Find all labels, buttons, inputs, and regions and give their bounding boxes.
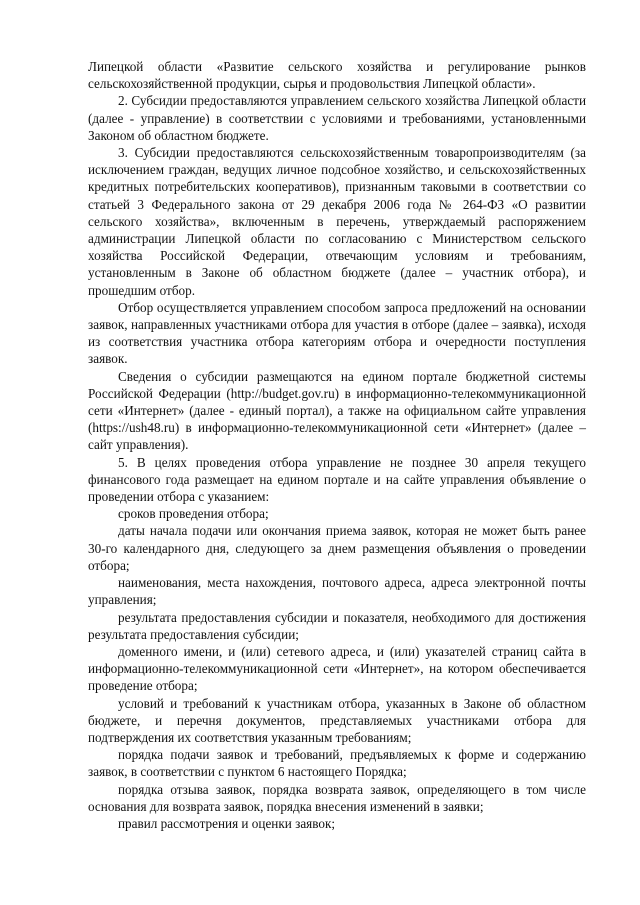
list-item: условий и требований к участникам отбора, указанных в Законе об областном бюджете, и перечня документов, представляемых участниками отбора для подтверждения их соответствия указанным требованиям; bbox=[88, 695, 586, 745]
list-item: порядка подачи заявок и требований, предъявляемых к форме и содержанию заявок, в соответствии с пунктом 6 настоящего Порядка; bbox=[88, 747, 586, 780]
paragraph-subsidy-info: Сведения о субсидии размещаются на едином портале бюджетной системы Российской Федерации (http://budget.gov.ru) в информационно-телекоммуникационной сети «Интернет» (далее - единый портал), а также на официальном сайте управления (https://ush48.ru) в информационно-телекоммуникационной сети «Интернет» (далее – сайт управления). bbox=[88, 368, 586, 453]
paragraph-2: 2. Субсидии предоставляются управлением сельского хозяйства Липецкой области (далее - управление) в соответствии с условиями и требованиями, установленными Законом об областном бюджете. bbox=[88, 93, 586, 143]
list-item: даты начала подачи или окончания приема заявок, которая не может быть ранее 30-го календарного дня, следующего за днем размещения объявления о проведении отбора; bbox=[88, 523, 586, 573]
paragraph-5: 5. В целях проведения отбора управление не позднее 30 апреля текущего финансового года размещает на едином портале и на сайте управления объявление о проведении отбора с указанием: bbox=[88, 454, 586, 505]
paragraph-3: 3. Субсидии предоставляются сельскохозяйственным товаропроизводителям (за исключением граждан, ведущих личное подсобное хозяйство, и сельскохозяйственных кредитных потребительских кооперативов), признанным таковыми в соответствии со статьей 3 Федерального закона от 29 декабря 2006 года № 264-ФЗ «О развитии сельского хозяйства», включенным в перечень, утверждаемый распоряжением администрации Липецкой области по согласованию с Министерством сельского хозяйства Российской Федерации, отвечающим условиям и требованиям, установленным в Законе об областном бюджете (далее – участник отбора), и прошедшим отбор. bbox=[88, 145, 586, 298]
paragraph-program-name: Липецкой области «Развитие сельского хозяйства и регулирование рынков сельскохозяйственной продукции, сырья и продовольствия Липецкой области». bbox=[88, 59, 586, 92]
paragraph-selection: Отбор осуществляется управлением способом запроса предложений на основании заявок, направленных участниками отбора для участия в отборе (далее – заявка), исходя из соответствия участника отбора категориям отбора и очередности поступления заявок. bbox=[88, 299, 586, 367]
list-item: сроков проведения отбора; bbox=[118, 506, 269, 522]
list-item: порядка отзыва заявок, порядка возврата заявок, определяющего в том числе основания для возврата заявок, порядка внесения изменений в заявки; bbox=[88, 781, 586, 814]
list-item: доменного имени, и (или) сетевого адреса, и (или) указателей страниц сайта в информационно-телекоммуникационной сети «Интернет», на котором обеспечивается проведение отбора; bbox=[88, 643, 586, 694]
document-body bbox=[88, 58, 586, 832]
list-item: правил рассмотрения и оценки заявок; bbox=[118, 815, 336, 831]
list-item: наименования, места нахождения, почтового адреса, адреса электронной почты управления; bbox=[88, 575, 586, 608]
list-item: результата предоставления субсидии и показателя, необходимого для достижения результата предоставления субсидии; bbox=[88, 609, 586, 642]
